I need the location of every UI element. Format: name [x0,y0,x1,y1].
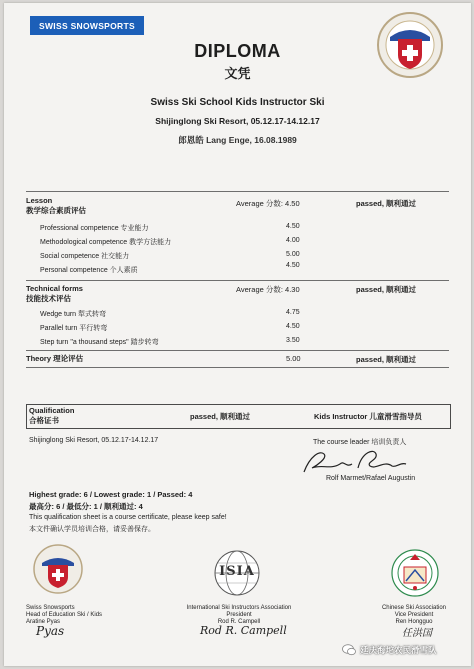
qualification-level: Kids Instructor 儿童滑雪指导员 [314,412,422,421]
signatory-org: Swiss Snowsports [26,605,75,611]
lesson-title: Lesson [26,196,53,205]
swiss-snowsports-logo [30,16,144,35]
signatory-block [364,605,464,626]
technical-item-label: Wedge turn 犁式转弯 [40,311,107,318]
course-leader-names: Rolf Marmet/Rafael Augustin [326,475,416,482]
technical-title-cn: 技能技术评估 [26,294,71,303]
signature-icon [300,446,410,476]
signatory-block [154,605,324,626]
note-cn: 本文件确认学员培训合格，请妥善保存。 [29,526,155,533]
diploma-page [4,3,471,666]
watermark-text: 延庆海坨农民滑雪队 [360,645,437,655]
qualification-title: Qualification [29,406,75,415]
technical-item-score: 4.75 [286,309,300,316]
lesson-item-score: 4.00 [286,237,300,244]
theory-title: Theory 理论评估 [26,354,84,363]
diploma-title-cn: 文凭 [224,66,251,81]
signatory-role: President [226,612,252,618]
watermark [342,644,437,656]
lesson-result: passed, 顺利通过 [356,199,417,208]
qualification-title-cn: 合格证书 [29,416,59,425]
course-leader-signature [300,446,410,476]
technical-title: Technical forms [26,284,83,293]
signatory-role: Head of Education Ski / Kids [26,612,103,618]
swiss-seal-icon [32,543,84,595]
grades-cn: 最高分: 6 / 最低分: 1 / 顺利通过: 4 [29,502,143,511]
isia-emblem-text: ISIA [219,564,255,579]
technical-average: Average 分数: 4.30 [236,285,300,294]
signatory-block [26,605,102,626]
signatory-role: Vice President [394,612,434,618]
program-name: Swiss Ski School Kids Instructor Ski [150,97,325,108]
signatory-signature: 任洪国 [402,628,432,639]
note-en: This qualification sheet is a course certificate, please keep safe! [29,514,227,521]
course-leader-label: The course leader 培训负责人 [313,439,407,446]
lesson-item-score: 5.00 [286,251,300,258]
chat-bubble-icon [342,644,356,656]
student-name: 郎恩皓 Lang Enge, 16.08.1989 [178,135,297,145]
lesson-item-label: Personal competence 个人素质 [40,267,138,274]
signatory-signature: Pyas [36,624,65,638]
signatory-signature: Rod R. Campell [200,624,287,637]
brand-label: SWISS SNOWSPORTS [39,20,135,31]
theory-score: 5.00 [286,354,301,363]
lesson-item-label: Methodological competence 教学方法能力 [40,239,172,246]
swiss-snowsports-seal [32,543,84,595]
signatory-org: International Ski Instructors Association [186,605,292,611]
lesson-average: Average 分数: 4.50 [236,199,300,208]
qualification-result: passed, 顺利通过 [190,412,251,421]
diploma-title: DIPLOMA [194,41,281,61]
divider [26,367,449,368]
lesson-item-label: Social competence 社交能力 [40,253,130,260]
lesson-title-cn: 教学综合素质评估 [26,206,86,215]
technical-item-label: Step turn "a thousand steps" 踏步转弯 [40,339,159,346]
technical-item-label: Parallel turn 平行转弯 [40,325,108,332]
venue-dates: Shijinglong Ski Resort, 05.12.17-14.12.17 [155,116,320,126]
grades-en: Highest grade: 6 / Lowest grade: 1 / Passed: 4 [29,490,193,499]
technical-item-score: 3.50 [286,337,300,344]
lesson-item-label: Professional competence 专业能力 [40,225,149,232]
signatory-name: Ren Hongguo [395,619,433,625]
divider [26,350,449,351]
theory-result: passed, 顺利通过 [356,355,417,364]
csa-emblem-icon [390,548,440,598]
signatory-name: Rod R. Campell [217,619,261,625]
chinese-ski-association-emblem [390,548,440,598]
divider [26,280,449,281]
lesson-item-score: 4.50 [286,262,300,269]
divider [26,191,449,192]
technical-result: passed, 顺利通过 [356,285,417,294]
technical-item-score: 4.50 [286,323,300,330]
lesson-item-score: 4.50 [286,223,300,230]
signatory-org: Chinese Ski Association [381,605,447,611]
closing-venue-dates: Shijinglong Ski Resort, 05.12.17-14.12.17 [29,437,159,444]
signatory-name: Aratine Pyas [26,619,61,625]
